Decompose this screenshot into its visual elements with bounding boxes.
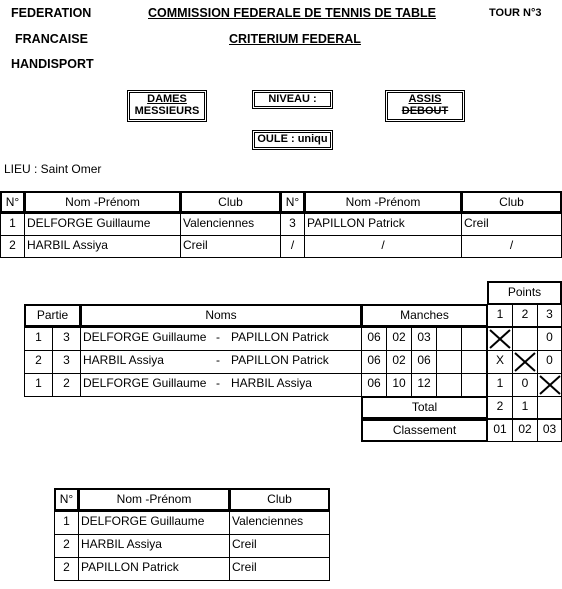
players-row-1-num-2: 3 [280, 213, 305, 236]
ranking-row-club: Creil [229, 557, 330, 581]
classement-3: 03 [537, 419, 562, 442]
players-row-1-num: 1 [0, 213, 25, 236]
match-2-points-2 [512, 350, 538, 374]
tour-number: TOUR N°3 [489, 7, 542, 19]
points-header: Points [487, 281, 562, 305]
players-row-2-club: Creil [180, 235, 281, 258]
ranking-row-name: PAPILLON Patrick [78, 557, 230, 581]
ranking-header-name: Nom -Prénom [78, 488, 230, 511]
ranking-row-name: DELFORGE Guillaume [78, 511, 230, 535]
match-1-points-1 [487, 327, 513, 351]
position-box [387, 92, 463, 120]
ranking-row-num: 2 [54, 557, 79, 581]
match-2-points-3: 0 [537, 350, 562, 374]
cross-out-icon [513, 351, 537, 373]
match-name-a: DELFORGE Guillaume [83, 330, 207, 344]
match-3-set-4 [436, 373, 462, 397]
ranking-header-num: N° [54, 488, 79, 511]
match-name-a: HARBIL Assiya [83, 353, 164, 367]
match-3-set-3: 12 [411, 373, 437, 397]
match-2-set-5 [461, 350, 487, 374]
match-name-b: HARBIL Assiya [231, 376, 312, 390]
niveau-box [254, 92, 331, 107]
match-1-points-3: 0 [537, 327, 562, 351]
match-1-player-a: 1 [24, 327, 53, 351]
match-1-player-b: 3 [52, 327, 81, 351]
category-box [129, 92, 205, 120]
match-1-set-5 [461, 327, 487, 351]
niveau-label: NIVEAU : [268, 93, 317, 105]
match-2-set-1: 06 [361, 350, 387, 374]
match-3-set-5 [461, 373, 487, 397]
players-row-2-club-2: / [461, 235, 562, 258]
match-2-names [80, 350, 362, 374]
match-2-points-1: X [487, 350, 513, 374]
players-row-2-name-2: / [304, 235, 462, 258]
players-row-2-name: HARBIL Assiya [24, 235, 181, 258]
match-1-set-1: 06 [361, 327, 387, 351]
poule-box [254, 132, 331, 148]
lieu-label: LIEU : Saint Omer [4, 162, 102, 176]
ranking-row-club: Valenciennes [229, 511, 330, 535]
players-row-1-name-2: PAPILLON Patrick [304, 213, 462, 236]
match-1-set-2: 02 [386, 327, 412, 351]
points-col-2: 2 [512, 304, 538, 327]
match-1-set-4 [436, 327, 462, 351]
partie-header: Partie [24, 304, 81, 327]
players-row-2-num: 2 [0, 235, 25, 258]
match-3-names [80, 373, 362, 397]
match-3-set-1: 06 [361, 373, 387, 397]
match-3-points-1: 1 [487, 373, 513, 397]
players-row-1-club: Valenciennes [180, 213, 281, 236]
match-2-player-b: 3 [52, 350, 81, 374]
match-2-set-2: 02 [386, 350, 412, 374]
players-header-num: N° [0, 191, 25, 213]
poule-label: OULE : uniqu [257, 133, 328, 145]
players-header-club: Club [180, 191, 281, 213]
cross-out-icon [538, 374, 562, 396]
match-2-set-3: 06 [411, 350, 437, 374]
manches-header: Manches [361, 304, 488, 327]
match-separator: - [216, 376, 220, 390]
match-1-names [80, 327, 362, 351]
players-row-2-num-2: / [280, 235, 305, 258]
classement-1: 01 [487, 419, 513, 442]
match-name-b: PAPILLON Patrick [231, 353, 329, 367]
assis-label: ASSIS [408, 93, 442, 105]
match-separator: - [216, 330, 220, 344]
dames-label: DAMES [147, 93, 187, 105]
classement-label: Classement [361, 419, 488, 442]
match-2-set-4 [436, 350, 462, 374]
match-2-player-a: 2 [24, 350, 53, 374]
match-name-b: PAPILLON Patrick [231, 330, 329, 344]
players-header-name: Nom -Prénom [24, 191, 181, 213]
match-3-set-2: 10 [386, 373, 412, 397]
org-line-3: HANDISPORT [11, 57, 94, 71]
match-name-a: DELFORGE Guillaume [83, 376, 207, 390]
org-line-1: FEDERATION [11, 6, 92, 20]
cross-out-icon [488, 328, 512, 350]
total-2: 1 [512, 396, 538, 419]
ranking-row-name: HARBIL Assiya [78, 534, 230, 558]
match-3-player-a: 1 [24, 373, 53, 397]
ranking-header-club: Club [229, 488, 330, 511]
points-col-1: 1 [487, 304, 513, 327]
total-label: Total [361, 396, 488, 419]
players-header-num-2: N° [280, 191, 305, 213]
ranking-row-club: Creil [229, 534, 330, 558]
ranking-row-num: 1 [54, 511, 79, 535]
total-3 [537, 396, 562, 419]
players-row-1-club-2: Creil [461, 213, 562, 236]
players-header-club-2: Club [461, 191, 562, 213]
match-3-points-2: 0 [512, 373, 538, 397]
points-col-3: 3 [537, 304, 562, 327]
players-header-name-2: Nom -Prénom [304, 191, 462, 213]
classement-2: 02 [512, 419, 538, 442]
messieurs-label: MESSIEURS [134, 105, 200, 117]
players-row-1-name: DELFORGE Guillaume [24, 213, 181, 236]
match-1-set-3: 03 [411, 327, 437, 351]
match-separator: - [216, 353, 220, 367]
commission-title: COMMISSION FEDERALE DE TENNIS DE TABLE [148, 6, 436, 20]
match-3-player-b: 2 [52, 373, 81, 397]
match-1-points-2 [512, 327, 538, 351]
criterium-title: CRITERIUM FEDERAL [229, 32, 361, 46]
total-1: 2 [487, 396, 513, 419]
match-3-points-3 [537, 373, 562, 397]
org-line-2: FRANCAISE [15, 32, 88, 46]
ranking-row-num: 2 [54, 534, 79, 558]
noms-header: Noms [80, 304, 362, 327]
debout-label: DEBOUT [401, 105, 449, 117]
